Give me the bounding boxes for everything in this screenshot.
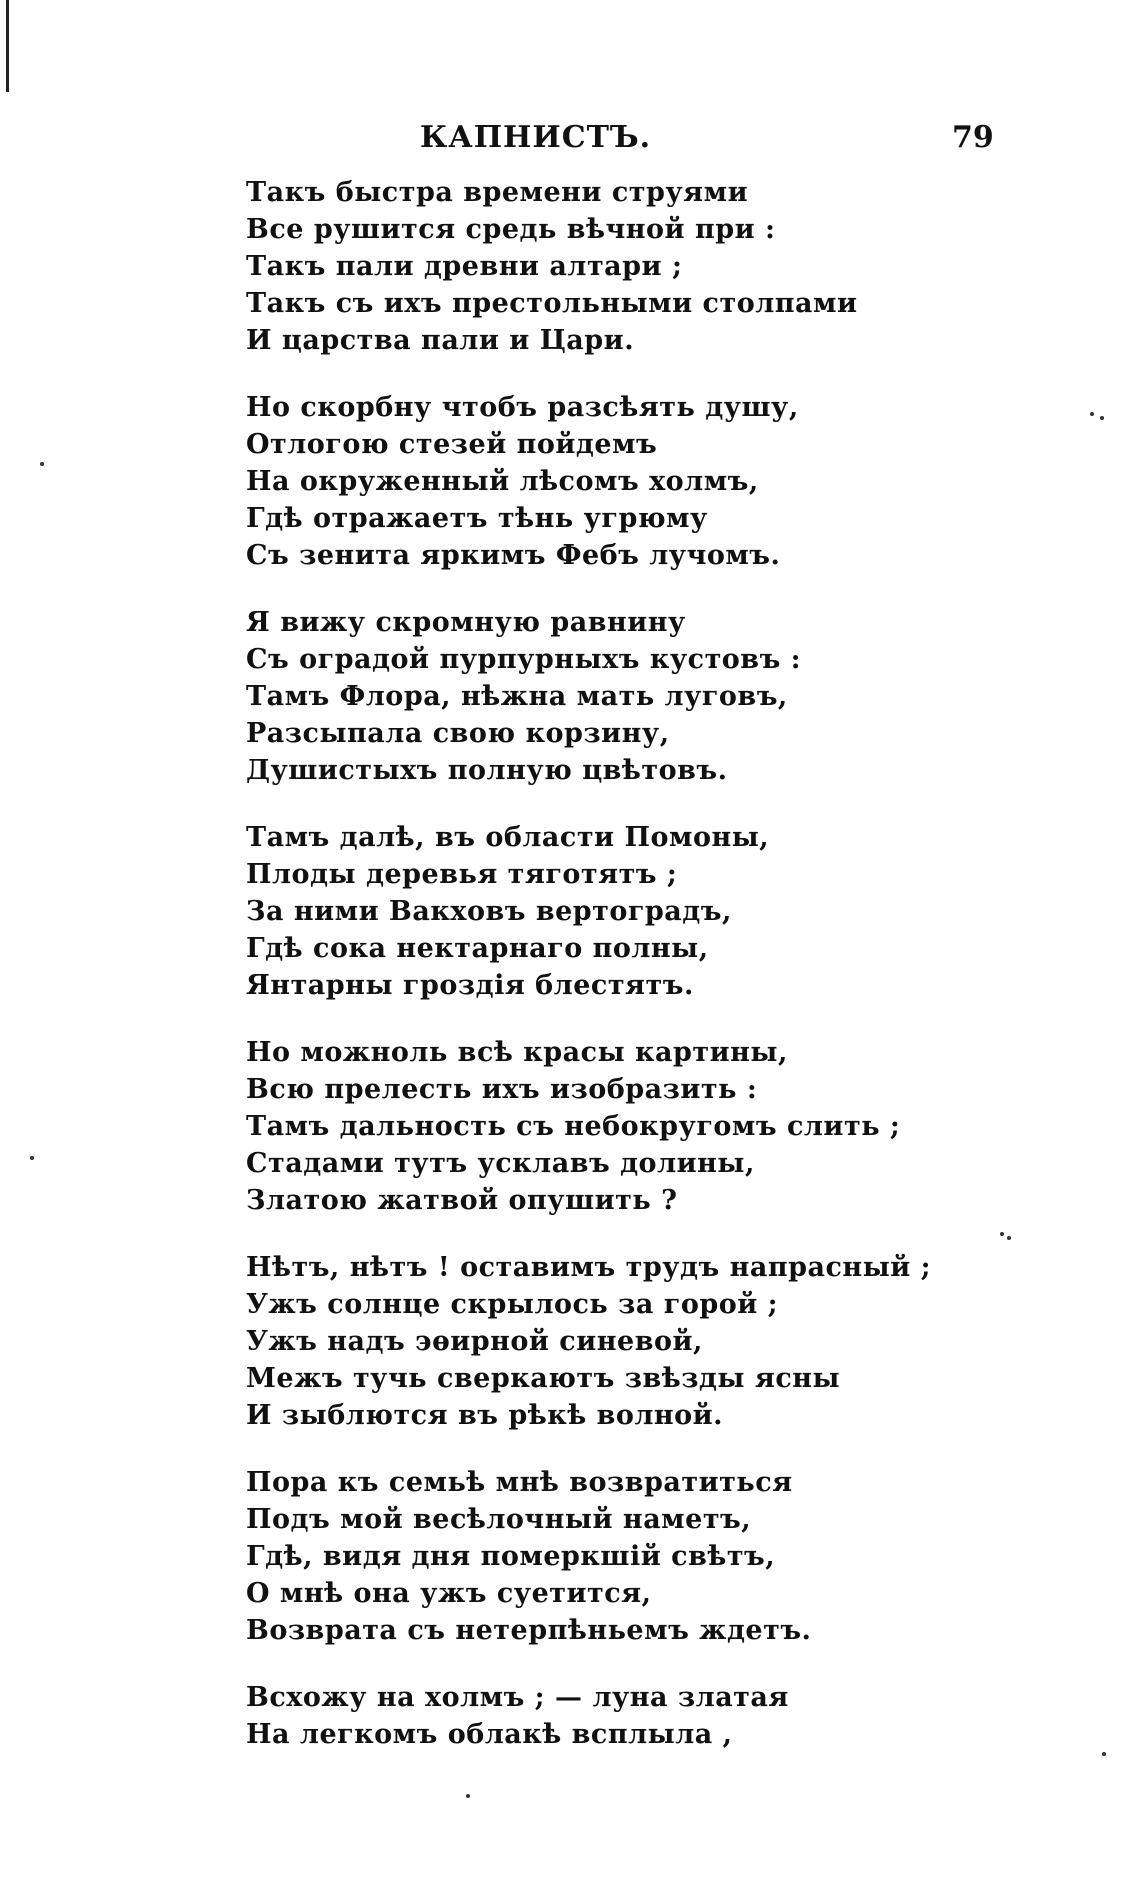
scan-speck (1100, 416, 1104, 420)
poem-line: Тамъ Флора, нѣжна мать луговъ, (246, 681, 788, 712)
scan-speck (40, 462, 44, 466)
poem-line: Съ оградой пурпурныхъ кустовъ : (246, 644, 802, 675)
scan-speck (1102, 1752, 1106, 1756)
poem-line: Ужъ солнце скрылось за горой ; (246, 1289, 779, 1320)
page-header (0, 120, 1140, 160)
poem-line: На окруженный лѣсомъ холмъ, (246, 466, 759, 497)
poem-line: О мнѣ она ужъ суетится, (246, 1578, 652, 1609)
poem-line: Такъ пали древни алтари ; (246, 251, 683, 282)
poem-line: Но скорбну чтобъ разсѣять душу, (246, 392, 799, 423)
stanza (246, 819, 1086, 1004)
scan-speck (466, 1794, 470, 1798)
poem-line: На легкомъ облакѣ всплыла , (246, 1719, 733, 1750)
poem-line: Тамъ далѣ, въ области Помоны, (246, 822, 770, 853)
running-title: КАПНИСТЪ. (420, 120, 652, 155)
poem-line: Всхожу на холмъ ; — луна златая (246, 1682, 789, 1713)
poem-line: Душистыхъ полную цвѣтовъ. (246, 755, 728, 786)
poem-line: Гдѣ, видя дня померкшій свѣтъ, (246, 1541, 776, 1572)
poem-line: Пора къ семьѣ мнѣ возвратиться (246, 1467, 793, 1498)
poem-line: Всю прелесть ихъ изобразить : (246, 1074, 758, 1105)
stanza (246, 1679, 1086, 1753)
poem-line: Такъ съ ихъ престольными столпами (246, 288, 858, 319)
poem-line: Нѣтъ, нѣтъ ! оставимъ трудъ напрасный ; (246, 1252, 932, 1283)
poem-line: Съ зенита яркимъ Фебъ лучомъ. (246, 540, 781, 571)
poem-line: Подъ мой весѣлочный наметъ, (246, 1504, 752, 1535)
poem-line: Тамъ дальность съ небокругомъ слить ; (246, 1111, 901, 1142)
poem-line: Плоды деревья тяготятъ ; (246, 859, 678, 890)
poem-line: Разсыпала свою корзину, (246, 718, 670, 749)
poem-line: Но можноль всѣ красы картины, (246, 1037, 788, 1068)
poem-line: Такъ быстра времени струями (246, 177, 749, 208)
scan-speck (1007, 1236, 1011, 1240)
poem-line: Гдѣ отражаетъ тѣнь угрюму (246, 503, 708, 534)
stanza (246, 174, 1086, 359)
stanza (246, 1249, 1086, 1434)
stanza (246, 1034, 1086, 1219)
scan-speck (30, 1156, 34, 1160)
poem-line: Возврата съ нетерпѣньемъ ждетъ. (246, 1615, 812, 1646)
poem-line: Ужъ надъ эѳирной синевой, (246, 1326, 703, 1357)
poem-line: Отлогою стезей пойдемъ (246, 429, 658, 460)
scan-speck (1000, 1232, 1004, 1236)
poem-line: Гдѣ сока нектарнаго полны, (246, 933, 709, 964)
poem-line: Межъ тучь сверкаютъ звѣзды ясны (246, 1363, 841, 1394)
poem-text (246, 174, 1086, 1783)
poem-line: За ними Вакховъ вертоградъ, (246, 896, 732, 927)
poem-line: Янтарны гроздія блестятъ. (246, 970, 694, 1001)
poem-line: И зыблются въ рѣкѣ волной. (246, 1400, 724, 1431)
stanza (246, 604, 1086, 789)
page-number: 79 (952, 120, 994, 155)
page-edge-rule (6, 0, 9, 92)
scan-speck (1090, 412, 1094, 416)
stanza (246, 389, 1086, 574)
poem-line: Я вижу скромную равнину (246, 607, 686, 638)
poem-line: И царства пали и Цари. (246, 325, 635, 356)
poem-line: Все рушится средь вѣчной при : (246, 214, 776, 245)
poem-line: Стадами тутъ усклавъ долины, (246, 1148, 755, 1179)
stanza (246, 1464, 1086, 1649)
poem-line: Златою жатвой опушить ? (246, 1185, 678, 1216)
